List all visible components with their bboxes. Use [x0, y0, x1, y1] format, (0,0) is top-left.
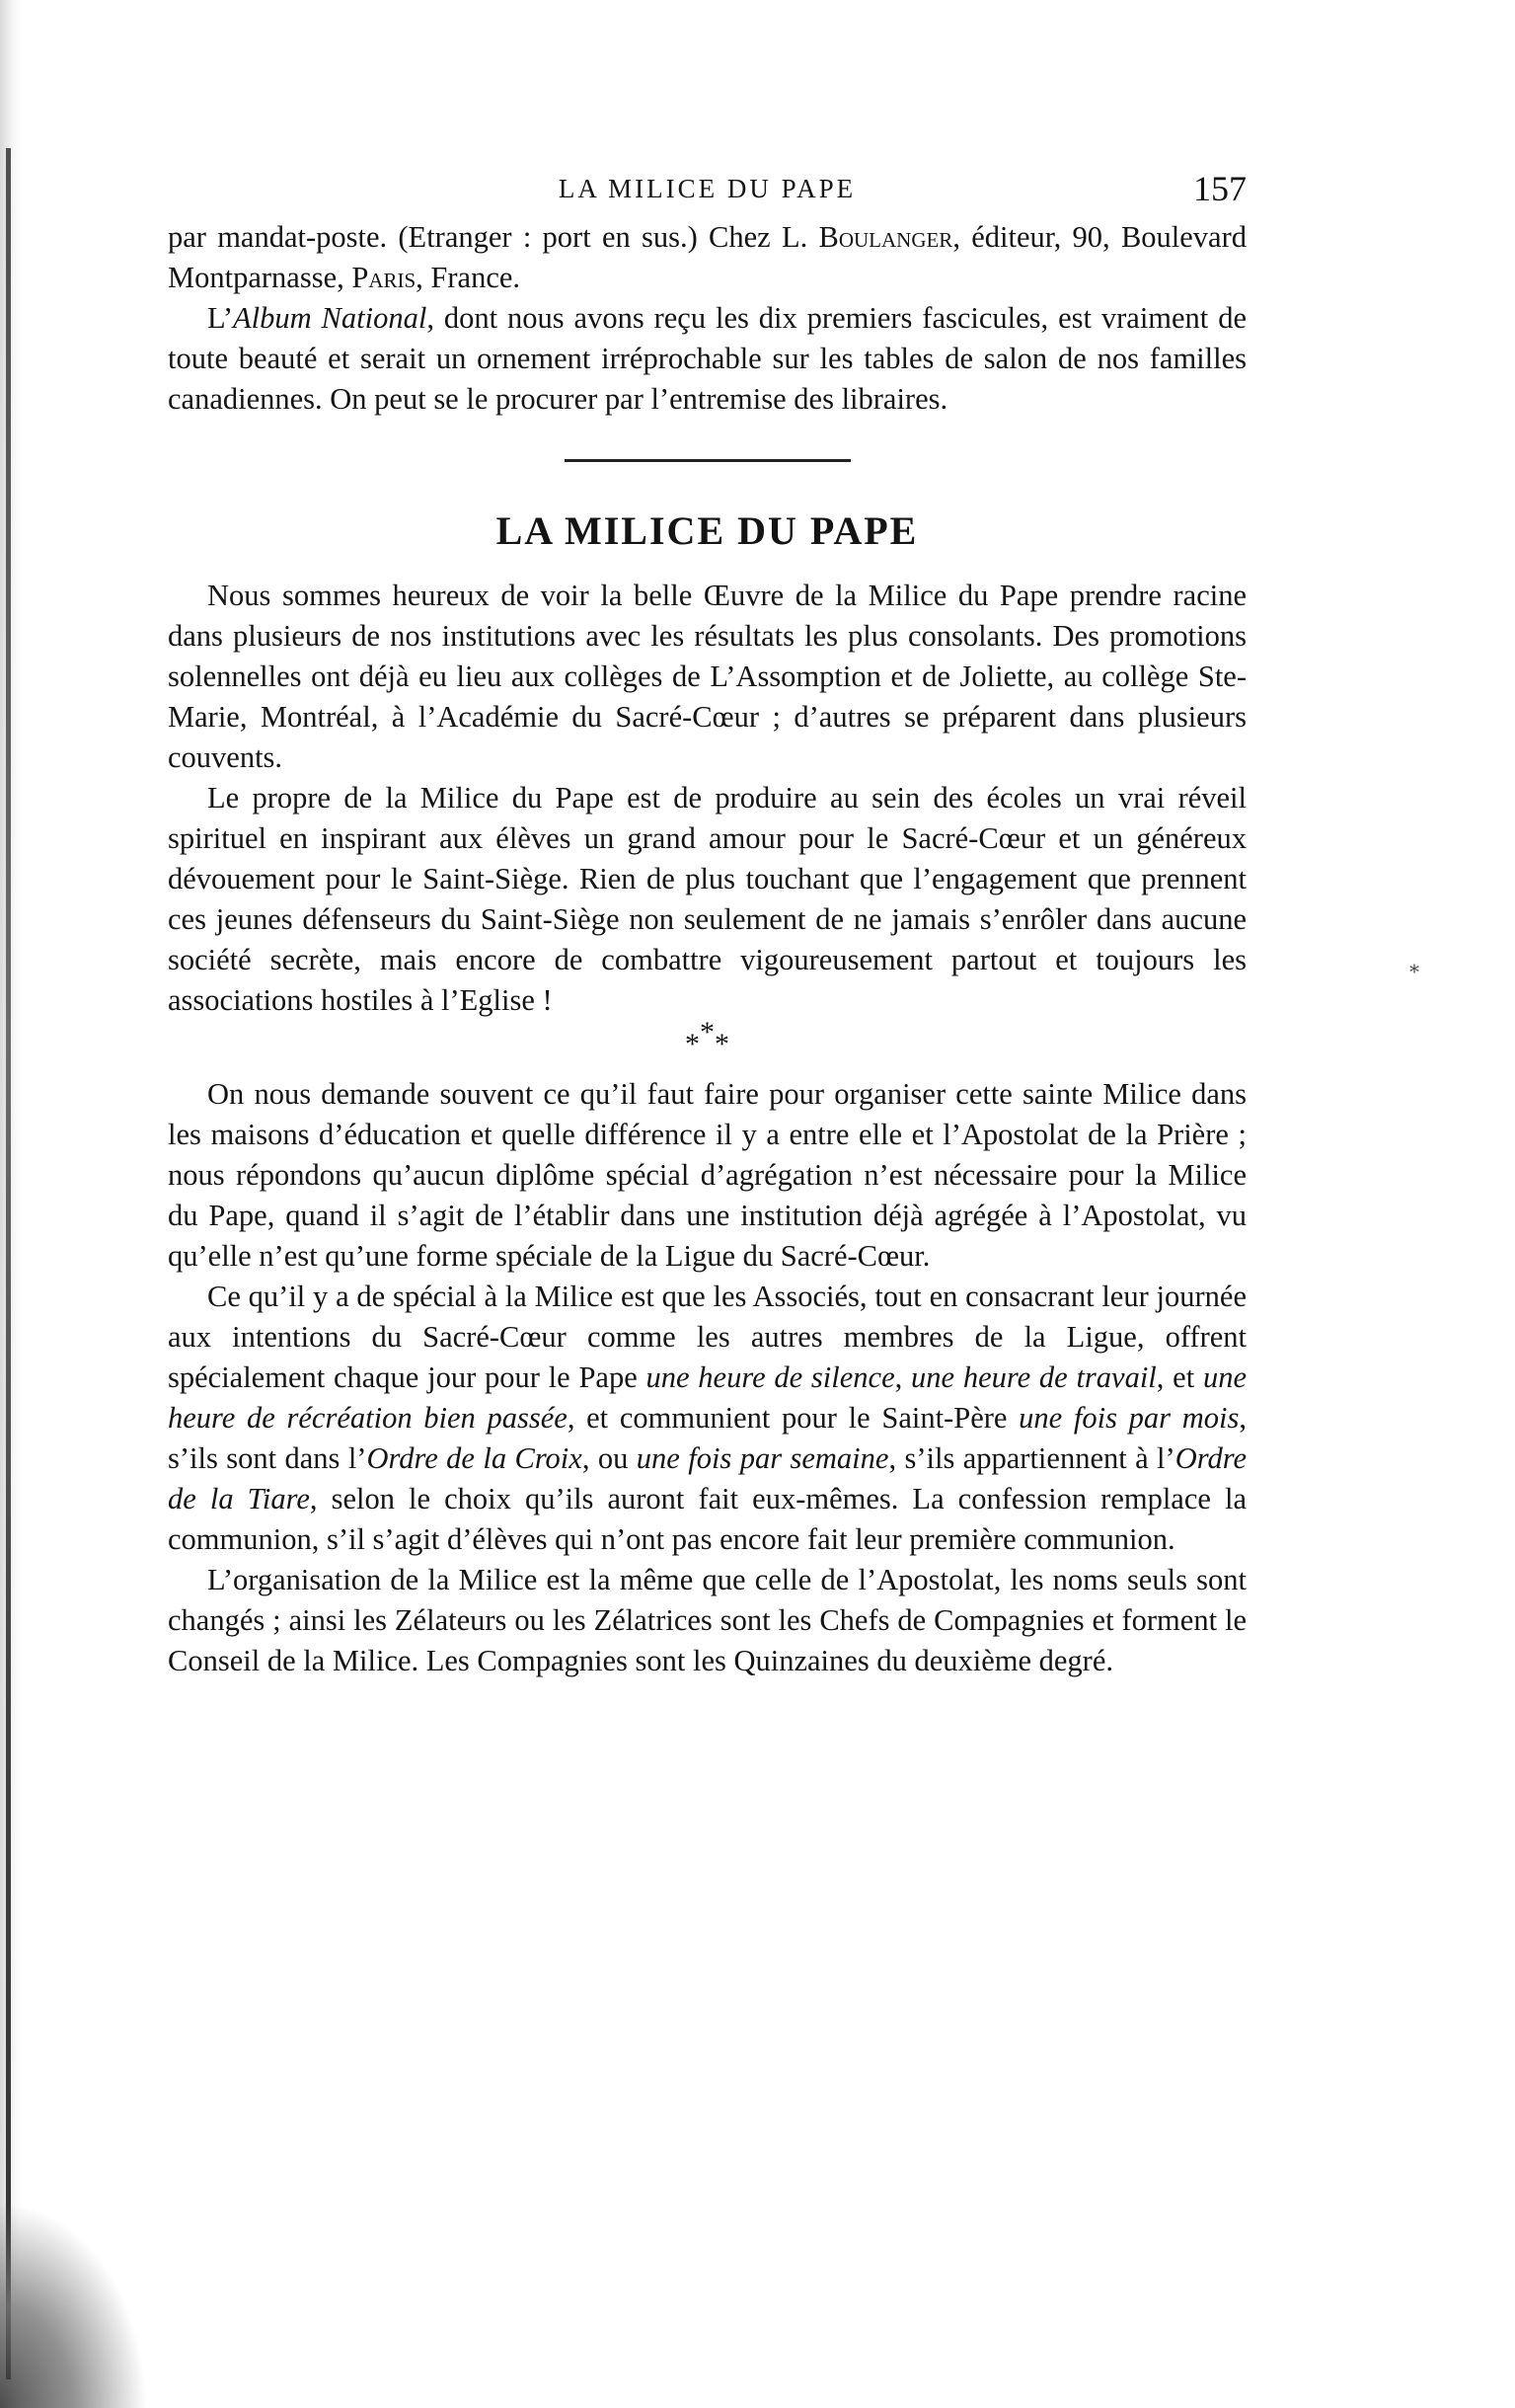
- section-divider: [565, 459, 851, 462]
- article-paragraph-2: Le propre de la Milice du Pape est de produire au sein des écoles un vrai réveil spirituel en inspirant aux élèves un grand amour pour le Sacré-Cœur et un généreux dévouement pour le Saint-Siège. Rien de plus touchant que l’engagement que prennent ces jeunes défenseurs du Saint-Siège non seulement de ne jamais s’enrôler dans aucune société secrète, mais encore de combattre vigoureusement partout et toujours les associations hostiles à l’Eglise !: [168, 781, 1247, 1017]
- scan-edge-shadow: [0, 0, 22, 2408]
- page: [168, 158, 1247, 1681]
- article-paragraph-4: Ce qu’il y a de spécial à la Milice est que les Associés, tout en consacrant leur journée aux intentions du Sacré-Cœur comme les autres membres de la Ligue, offrent spécialement chaque jour pour le Pape une heure de silence, une heure de travail, et une heure de récréation bien passée, et communient pour le Saint-Père une fois par mois, s’ils sont dans l’Ordre de la Croix, ou une fois par semaine, s’ils appartiennent à l’Ordre de la Tiare, selon le choix qu’ils auront fait eux-mêmes. La confession remplace la communion, s’il s’agit d’élèves qui n’ont pas encore fait leur première communion.: [168, 1280, 1247, 1556]
- running-title: LA MILICE DU PAPE: [558, 174, 857, 203]
- article-paragraph-1: Nous sommes heureux de voir la belle Œuvre de la Milice du Pape prendre racine dans plusieurs de nos institutions avec les résultats les plus consolants. Des promotions solennelles ont déjà eu lieu aux collèges de L’Assomption et de Joliette, au collège Ste-Marie, Montréal, à l’Académie du Sacré-Cœur ; d’autres se préparent dans plusieurs couvents.: [168, 579, 1247, 774]
- paragraph-album-national: L’Album National, dont nous avons reçu les dix premiers fascicules, est vraiment de toute beauté et serait un ornement irréprochable sur les tables de salon de nos familles canadiennes. On peut se le procurer par l’entremise des libraires.: [168, 301, 1247, 416]
- article-title: LA MILICE DU PAPE: [495, 508, 919, 553]
- stray-mark: *: [1409, 960, 1419, 983]
- paragraph-continuation: par mandat-poste. (Etranger : port en sus.) Chez L. Boulanger, éditeur, 90, Boulevard Montparnasse, Paris, France.: [168, 220, 1247, 294]
- article-paragraph-5: L’organisation de la Milice est la même que celle de l’Apostolat, les noms seuls sont changés ; ainsi les Zélateurs ou les Zélatrices sont les Chefs de Compagnies et forment le Conseil de la Milice. Les Compagnies sont les Quinzaines du deuxième degré.: [168, 1563, 1247, 1677]
- corner-smudge: [0, 2202, 148, 2408]
- page-number: 157: [1193, 169, 1247, 208]
- article-paragraph-3: On nous demande souvent ce qu’il faut faire pour organiser cette sainte Milice dans les maisons d’éducation et quelle différence il y a entre elle et l’Apostolat de la Prière ; nous répondons qu’aucun diplôme spécial d’agrégation n’est nécessaire pour la Milice du Pape, quand il s’agit de l’établir dans une institution déjà agrégée à l’Apostolat, vu qu’elle n’est qu’une forme spéciale de la Ligue du Sacré-Cœur.: [168, 1077, 1247, 1273]
- book-spine-shadow: [6, 148, 11, 2379]
- asterism: ***: [685, 1016, 729, 1060]
- running-head: [168, 158, 1247, 217]
